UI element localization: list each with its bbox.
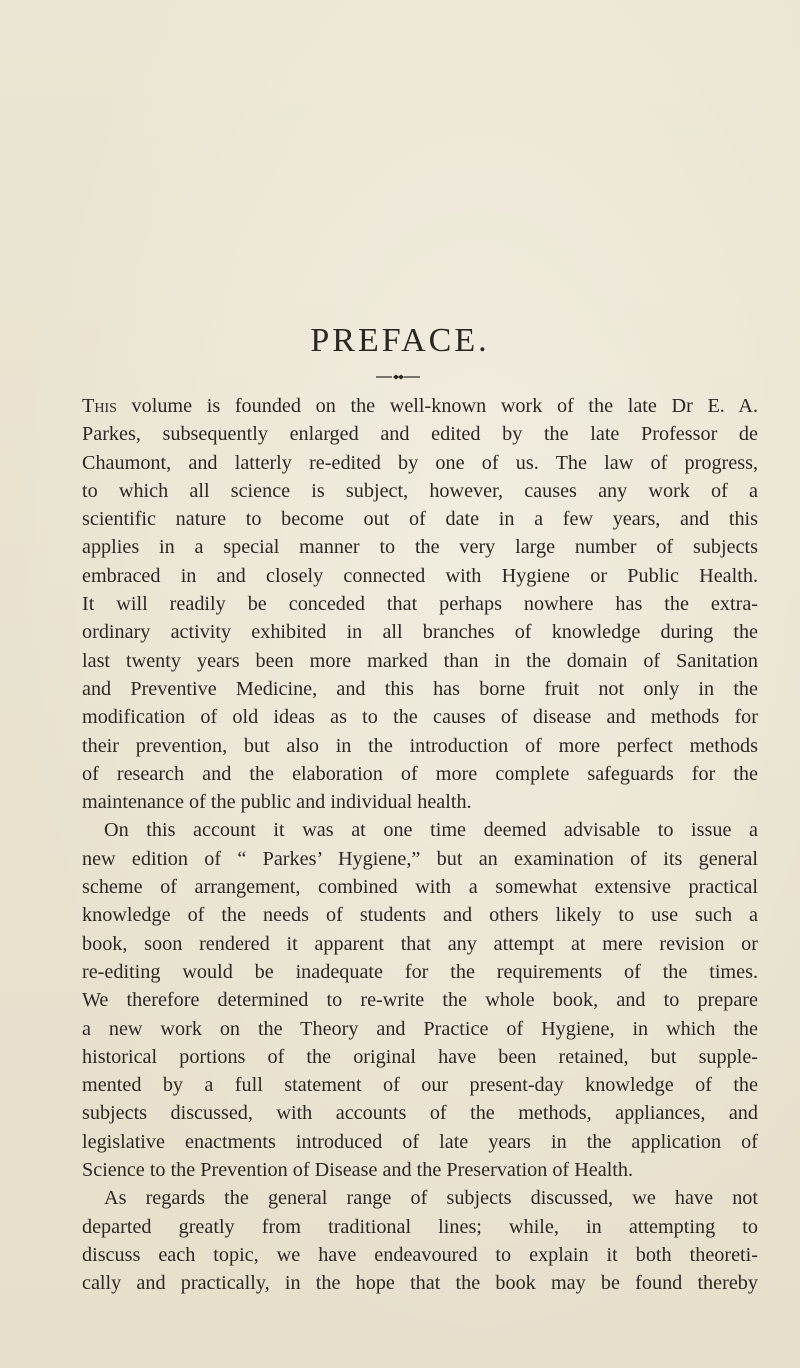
text-line: departed greatly from traditional lines; while, in attempting to — [82, 1215, 758, 1238]
ornament-divider — [376, 372, 420, 382]
text-line: Science to the Prevention of Disease and the Preservation of Health. — [82, 1159, 634, 1182]
text-line: As regards the general range of subjects discussed, we have not — [104, 1187, 758, 1210]
text-line: and Preventive Medicine, and this has borne fruit not only in the — [82, 677, 758, 700]
text-line: This volume is founded on the well-known work of the late Dr E. A. — [82, 395, 758, 417]
text-line: Chaumont, and latterly re-edited by one of us. The law of progress, — [82, 451, 758, 474]
text-line: a new work on the Theory and Practice of Hygiene, in which the — [82, 1017, 758, 1040]
text-line: last twenty years been more marked than in the domain of Sanitation — [82, 649, 758, 672]
preface-text — [82, 392, 758, 1298]
text-line: maintenance of the public and individual health. — [82, 791, 472, 814]
text-line: legislative enactments introduced of late years in the application of — [82, 1130, 758, 1153]
text-line: re-editing would be inadequate for the requirements of the times. — [82, 960, 758, 983]
text-line: their prevention, but also in the introduction of more perfect methods — [82, 734, 758, 757]
text-line: of research and the elaboration of more complete safeguards for the — [82, 762, 758, 785]
text-line: On this account it was at one time deemed advisable to issue a — [104, 819, 758, 842]
text-line: cally and practically, in the hope that the book may be found thereby — [82, 1272, 758, 1295]
text-line: new edition of “ Parkes’ Hygiene,” but an examination of its general — [82, 847, 758, 870]
paragraph-3 — [82, 1184, 758, 1297]
text-line: It will readily be conceded that perhaps nowhere has the extra- — [82, 593, 758, 616]
text-line: ordinary activity exhibited in all branches of knowledge during the — [82, 621, 758, 644]
text-line: embraced in and closely connected with Hygiene or Public Health. — [82, 564, 758, 587]
first-word: This — [82, 395, 117, 417]
paragraph-1 — [82, 392, 758, 816]
text-line: Parkes, subsequently enlarged and edited by the late Professor de — [82, 423, 758, 446]
text-line: to which all science is subject, however, causes any work of a — [82, 479, 758, 502]
text-line: discuss each topic, we have endeavoured to explain it both theoreti- — [82, 1243, 758, 1266]
text-line: scheme of arrangement, combined with a somewhat extensive practical — [82, 876, 758, 899]
text-line: scientific nature to become out of date in a few years, and this — [82, 508, 758, 531]
text-line: applies in a special manner to the very large number of subjects — [82, 536, 758, 559]
text-line: mented by a full statement of our present-day knowledge of the — [82, 1074, 758, 1097]
page-title: PREFACE. — [310, 322, 490, 359]
text-line: modification of old ideas as to the causes of disease and methods for — [82, 706, 758, 729]
text-line: subjects discussed, with accounts of the methods, appliances, and — [82, 1102, 758, 1125]
text-line: historical portions of the original have been retained, but supple- — [82, 1045, 758, 1068]
text-line: knowledge of the needs of students and others likely to use such a — [82, 904, 758, 927]
text-line: We therefore determined to re-write the whole book, and to prepare — [82, 989, 758, 1012]
text-line: book, soon rendered it apparent that any attempt at mere revision or — [82, 932, 758, 955]
paragraph-2 — [82, 816, 758, 1184]
